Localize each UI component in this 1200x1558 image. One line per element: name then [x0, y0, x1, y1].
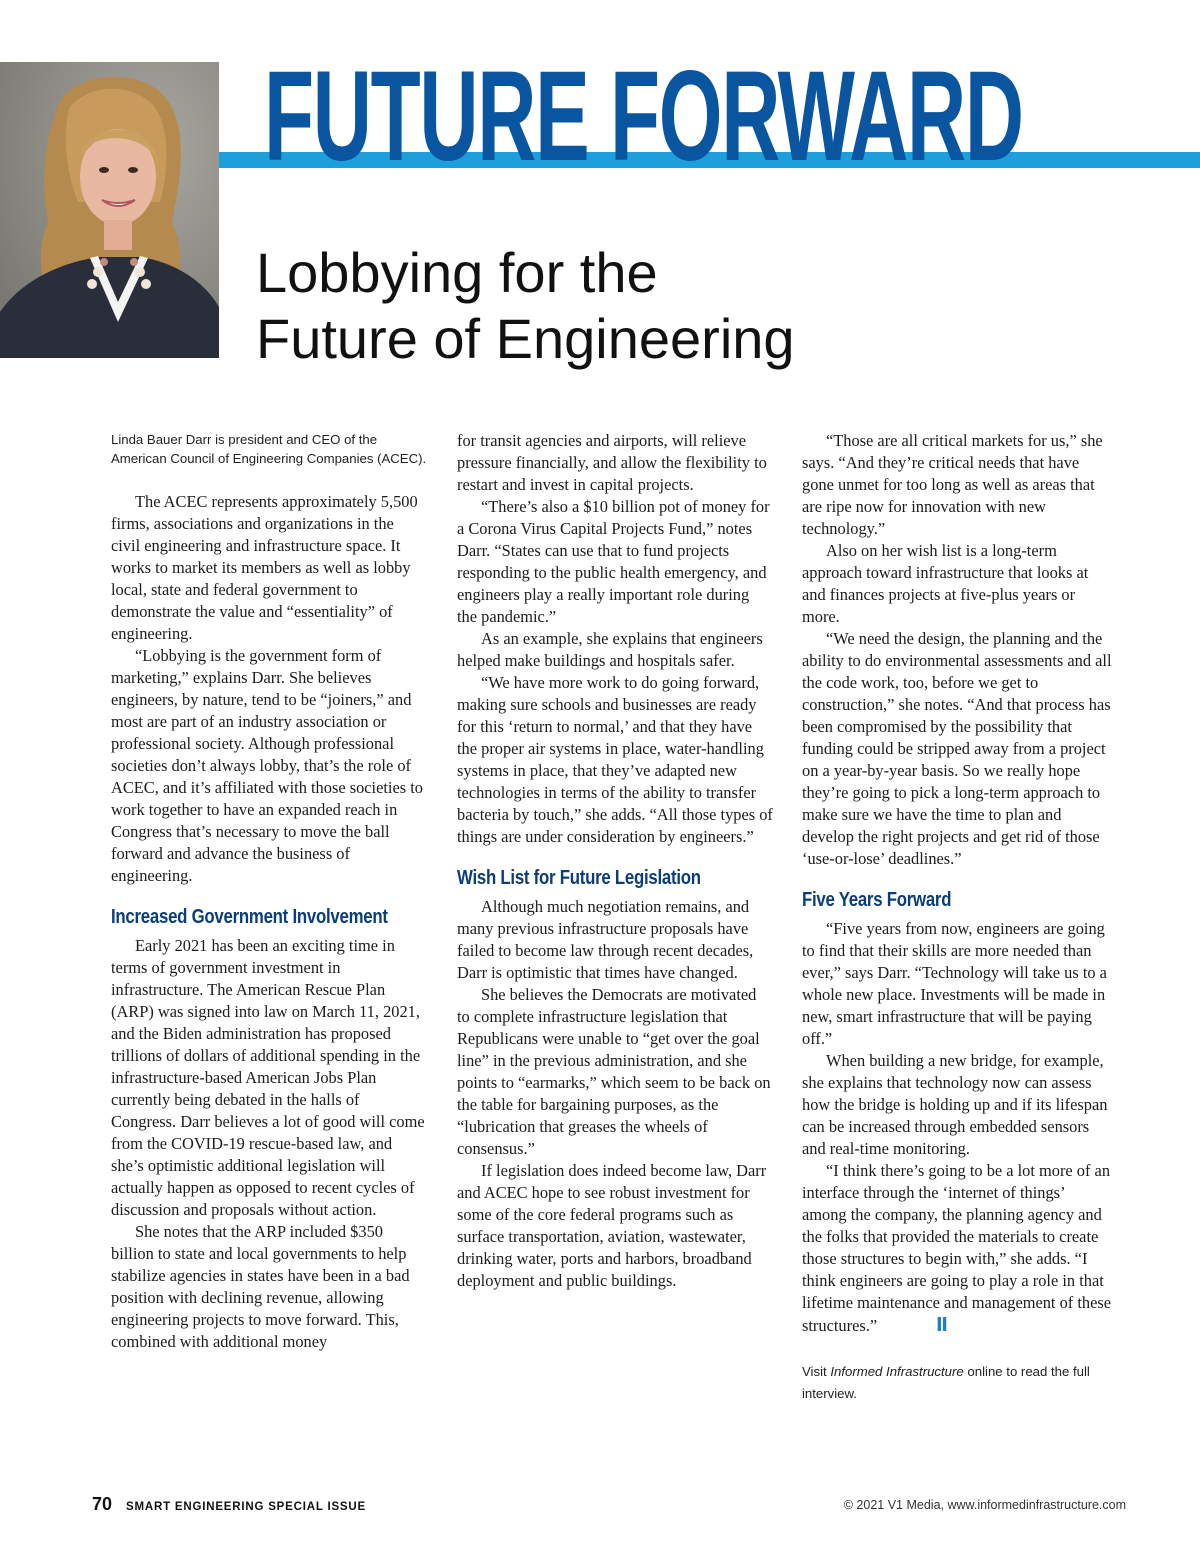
subhead-wish-list: Wish List for Future Legislation — [457, 867, 701, 889]
publication-name: Informed Infrastructure — [830, 1364, 964, 1379]
paragraph: “Lobbying is the government form of marketing,” explains Darr. She believes engineers, by nature, tend to be “joiners,” and most are part of an industry association or professional society. Although professional societies don’t always lobby, that’s the role of ACEC, and it’s affiliated with those societies to work together to have an expanded reach in Congress that’s necessary to move the ball forward and advance the business of engineering. — [111, 646, 423, 885]
article-column-1 — [111, 430, 427, 1353]
paragraph: She believes the Democrats are motivated to complete infrastructure legislation that Republicans were unable to “get over the goal line” in the previous administration, and she points to “earmarks,” which seem to be back on the table for bargaining purposes, as the “lubrication that greases the wheels of consensus.” — [457, 985, 771, 1158]
paragraph: for transit agencies and airports, will relieve pressure financially, and allow the flexibility to restart and invest in capital projects. — [457, 431, 767, 494]
footnote-prefix: Visit — [802, 1364, 831, 1379]
footnote-suffix: online to read the full interview. — [802, 1364, 1090, 1401]
paragraph: “There’s also a $10 billion pot of money for a Corona Virus Capital Projects Fund,” notes Darr. “States can use that to fund projects responding to the public health emergency, and engineers play a really important role during the pandemic.” — [457, 497, 770, 626]
article-column-2 — [457, 430, 773, 1292]
section-banner-title: FUTURE FORWARD — [264, 45, 1023, 188]
paragraph: Also on her wish list is a long-term approach toward infrastructure that looks at and finances projects at five-plus years or more. — [802, 541, 1089, 626]
footnote — [802, 1361, 1112, 1405]
paragraph: “Five years from now, engineers are going to find that their skills are more needed than ever,” says Darr. “Technology will take us to a whole new place. Investments will be made in new, smart infrastructure that will be paying off.” — [802, 919, 1107, 1048]
article-headline — [256, 240, 976, 372]
author-portrait-photo — [0, 62, 219, 358]
paragraph: If legislation does indeed become law, Darr and ACEC hope to see robust investment for some of the core federal programs such as surface transportation, aviation, wastewater, drinking water, ports and harbors, broadband deployment and public buildings. — [457, 1161, 767, 1290]
paragraph: She notes that the ARP included $350 billion to state and local governments to help stabilize agencies in states have been in a bad position with declining revenue, allowing engineering projects to move forward. This, combined with additional money — [111, 1222, 410, 1351]
end-of-article-mark: II — [936, 1314, 947, 1336]
paragraph — [802, 1160, 1112, 1337]
paragraph-text: “I think there’s going to be a lot more of an interface through the ‘internet of things’ among the company, the planning agency and the folks that provided the materials to create those structures to begin with,” she adds. “I think engineers are going to play a role in that lifetime maintenance and management of these structures.” — [802, 1161, 1112, 1335]
issue-title: SMART ENGINEERING SPECIAL ISSUE — [126, 1501, 366, 1513]
subhead-government-involvement: Increased Government Involvement — [111, 906, 388, 928]
headline-line-2: Future of Engineering — [256, 307, 795, 370]
page-number: 70 — [92, 1494, 113, 1514]
paragraph: “We need the design, the planning and the ability to do environmental assessments and all the code work, too, before we get to construction,” she notes. “And that process has been compromised by the possibility that funding could be stripped away from a project on a year-by-year basis. So we really hope they’re going to pick a long-term approach to make sure we have the time to plan and develop the right projects and get rid of those ‘use-or-lose’ deadlines.” — [802, 629, 1112, 868]
paragraph: The ACEC represents approximately 5,500 firms, associations and organizations in the civil engineering and infrastructure space. It works to market its members as well as lobby local, state and federal government to demonstrate the value and “essentiality” of engineering. — [111, 492, 418, 643]
copyright-notice: © 2021 V1 Media, www.informedinfrastructure.com — [843, 1498, 1126, 1512]
paragraph: “Those are all critical markets for us,” she says. “And they’re critical needs that have gone unmet for too long as well as areas that are ripe now for innovation with new technology.” — [802, 431, 1103, 538]
subhead-five-years-forward: Five Years Forward — [802, 889, 952, 911]
paragraph: As an example, she explains that engineers helped make buildings and hospitals safer. — [457, 629, 763, 670]
paragraph: When building a new bridge, for example, she explains that technology now can assess how the bridge is holding up and if its lifespan can be increased through embedded sensors and real-time monitoring. — [802, 1051, 1108, 1158]
page-footer — [92, 1494, 366, 1515]
paragraph: Early 2021 has been an exciting time in terms of government investment in infrastructure. The American Rescue Plan (ARP) was signed into law on March 11, 2021, and the Biden administration has proposed trillions of dollars of additional spending in the infrastructure-based American Jobs Plan currently being debated in the halls of Congress. Darr believes a lot of good will come from the COVID-19 rescue-based law, and she’s optimistic additional legislation will actually happen as opposed to recent cycles of discussion and proposals without action. — [111, 936, 425, 1219]
headline-line-1: Lobbying for the — [256, 241, 658, 304]
paragraph: Although much negotiation remains, and many previous infrastructure proposals have failed to become law through recent decades, Darr is optimistic that times have changed. — [457, 897, 754, 982]
photo-caption: Linda Bauer Darr is president and CEO of the American Council of Engineering Companies (ACEC). — [111, 432, 427, 466]
article-column-3 — [802, 430, 1112, 1405]
paragraph: “We have more work to do going forward, making sure schools and businesses are ready for this ‘return to normal,’ and that they have the proper air systems in place, water-handling systems in place, that they’ve adapted new technologies in terms of the ability to transfer bacteria by touch,” she adds. “All those types of things are under consideration by engineers.” — [457, 673, 773, 846]
